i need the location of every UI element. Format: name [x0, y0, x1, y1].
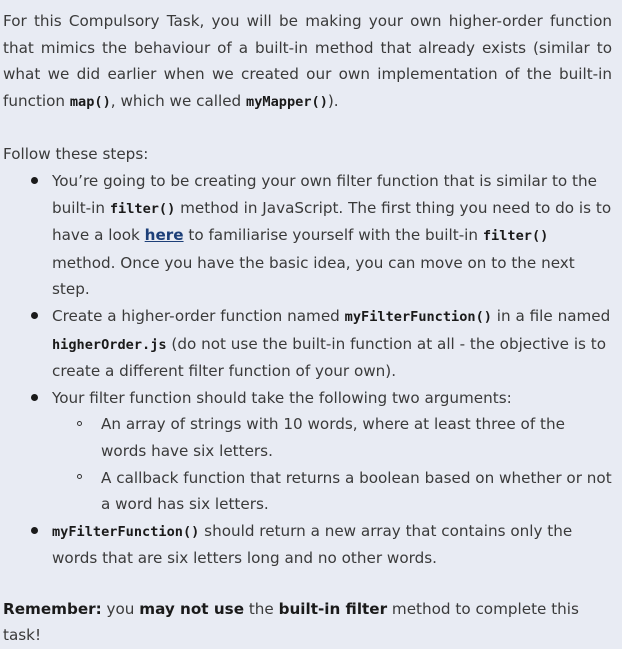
circle-bullet-icon [77, 474, 82, 479]
bullet-icon [31, 312, 38, 319]
argument-text: A callback function that returns a boolean based on whether or not a word has six letters. [101, 468, 612, 514]
code-filename: higherOrder.js [52, 336, 167, 353]
remember-emphasis: built-in filter [278, 599, 388, 618]
intro-paragraph [3, 8, 612, 115]
remember-text: the [244, 599, 279, 618]
code-myfilterfunction: myFilterFunction() [344, 308, 492, 325]
step-text: (do not use the built-in function at all - the objective is to create a different filter function of your own). [52, 334, 607, 381]
code-filter: filter() [482, 228, 549, 245]
argument-text: An array of strings with 10 words, where at least three of the words have six letters. [101, 415, 565, 460]
step-item [3, 518, 612, 572]
steps-list [3, 168, 612, 572]
remember-text: method to complete this task! [3, 599, 579, 645]
remember-text: you [101, 599, 140, 618]
intro-text: ). [327, 91, 339, 110]
step-item [3, 385, 612, 518]
step-text: Create a higher-order function named [52, 306, 345, 325]
code-myfilterfunction: myFilterFunction() [52, 523, 200, 540]
circle-bullet-icon [77, 421, 82, 426]
bullet-icon [31, 527, 38, 534]
step-text: Your filter function should take the following two arguments: [52, 388, 512, 407]
step-text: method in JavaScript. The first thing you need to do is to have a look [52, 198, 612, 245]
step-item [3, 168, 612, 303]
code-mymapper: myMapper() [246, 93, 328, 110]
remember-label: Remember: [3, 599, 102, 618]
intro-text: For this Compulsory Task, you will be making your own higher-order function that mimics the behaviour of a built-in method that already exists (similar to what we did earlier when we created our own implementation of the built-in function [3, 12, 612, 110]
code-map: map() [69, 93, 111, 110]
step-text: You’re going to be creating your own filter function that is similar to the built-in [52, 171, 597, 217]
argument-item [52, 465, 612, 518]
step-text: should return a new array that contains only the words that are six letters long and no other words. [52, 521, 573, 568]
remember-note [3, 596, 612, 649]
step-text: to familiarise yourself with the built-in [183, 226, 483, 245]
argument-item [52, 411, 612, 464]
step-item [3, 303, 612, 385]
arguments-list [52, 411, 612, 517]
here-link[interactable]: here [144, 226, 184, 245]
intro-text: , which we called [110, 91, 247, 110]
bullet-icon [31, 394, 38, 401]
step-text: method. Once you have the basic idea, you can move on to the next step. [52, 253, 575, 299]
steps-heading: Follow these steps: [3, 145, 149, 164]
code-filter: filter() [109, 200, 176, 217]
bullet-icon [31, 177, 38, 184]
step-text: in a file named [491, 306, 611, 325]
remember-emphasis: may not use [139, 599, 244, 618]
